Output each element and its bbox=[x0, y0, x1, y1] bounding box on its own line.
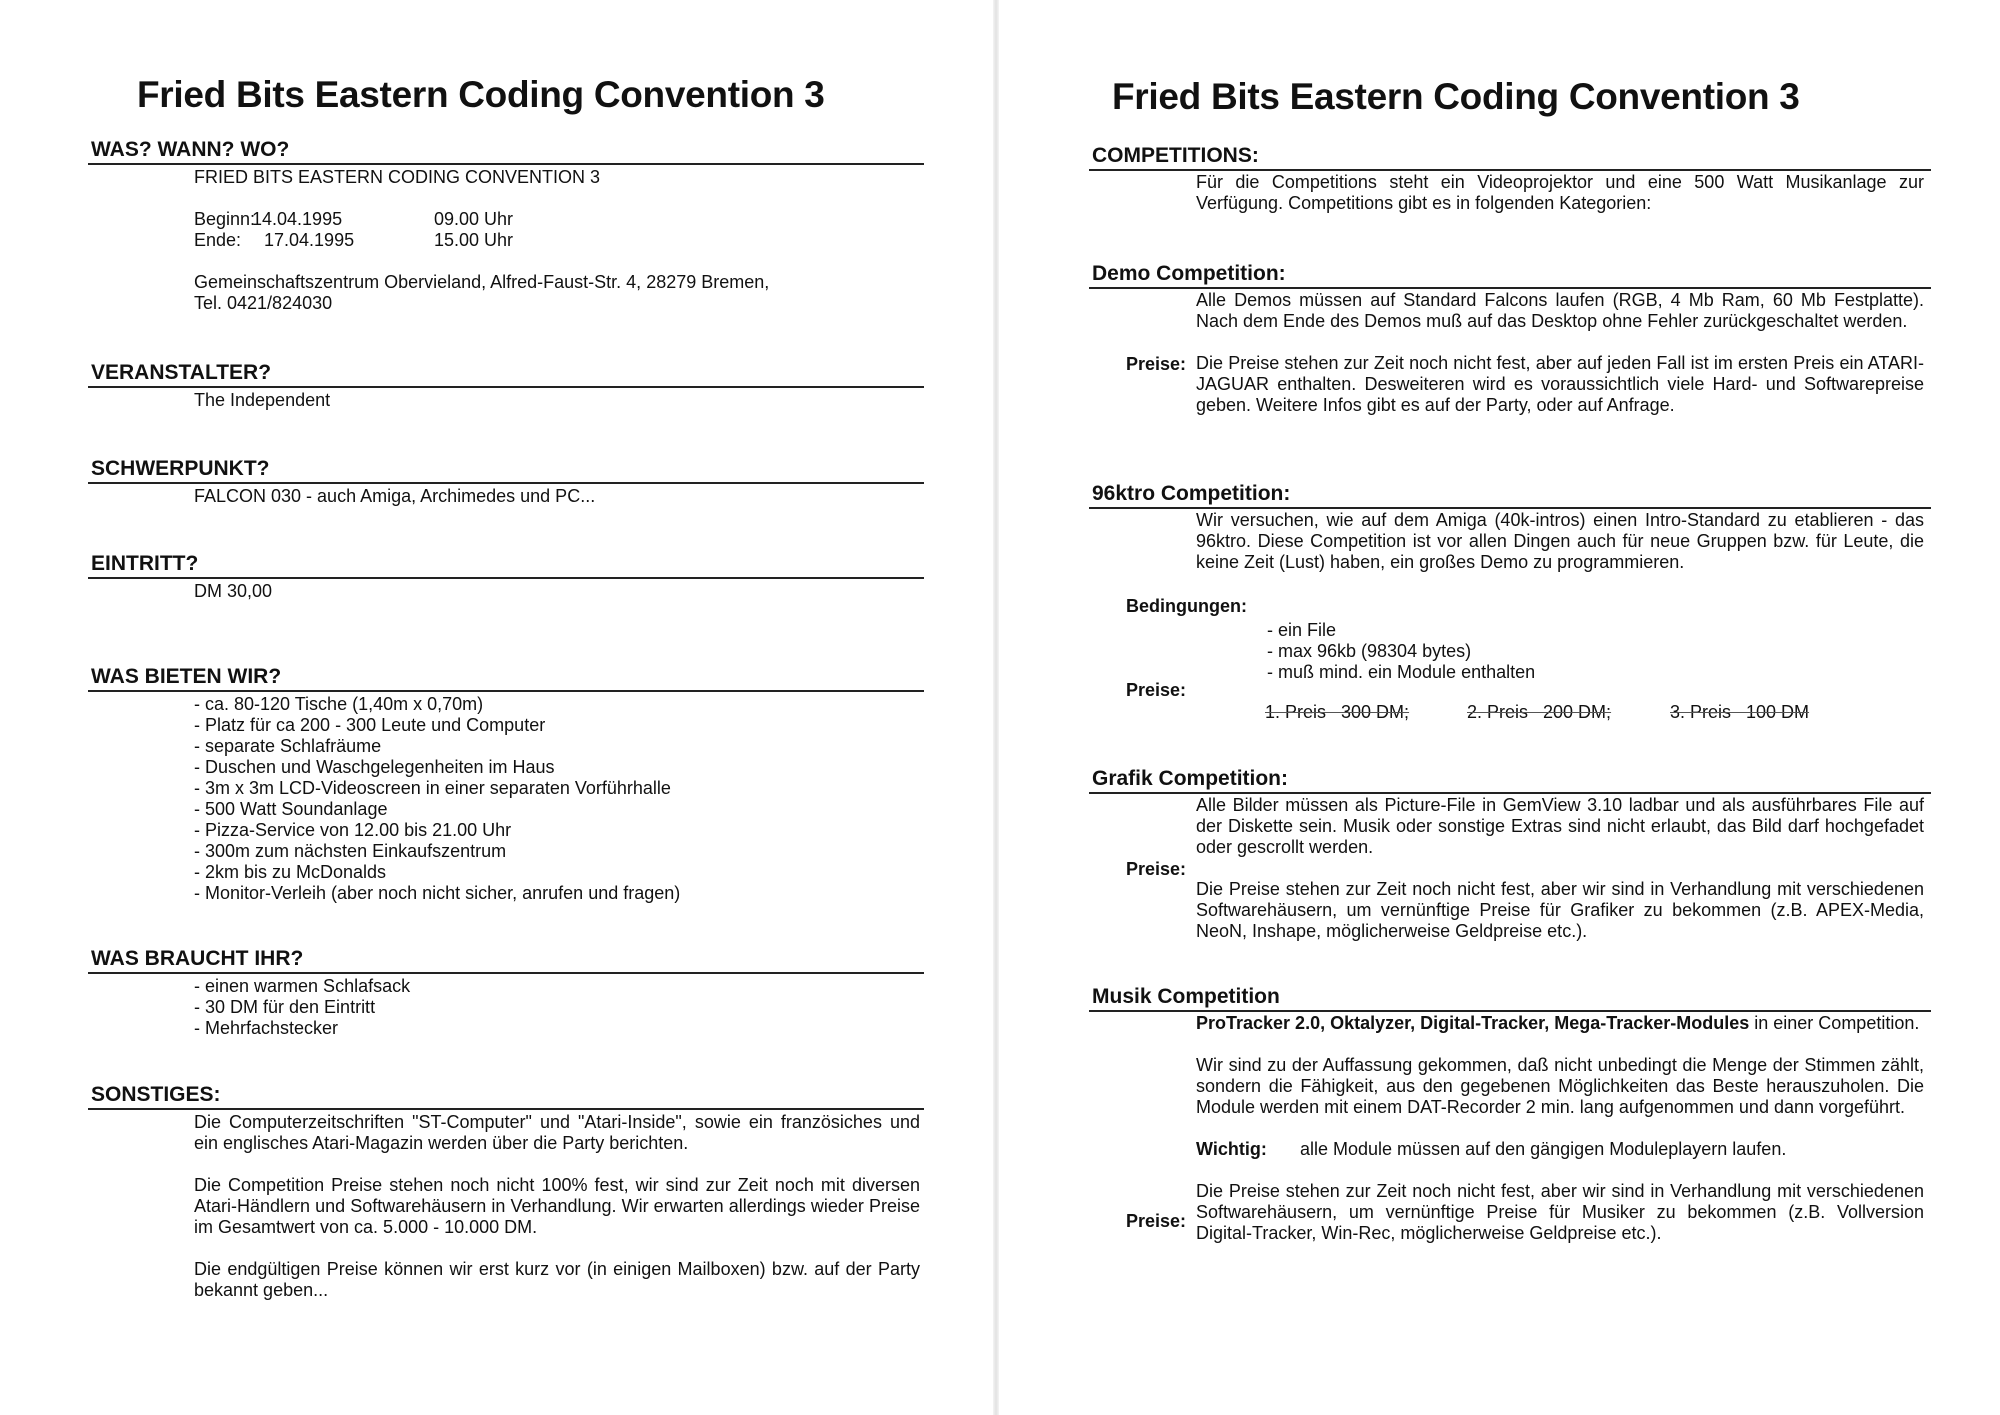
section-heading: Grafik Competition: bbox=[1089, 767, 1931, 794]
section-heading: 96ktro Competition: bbox=[1089, 482, 1931, 509]
paragraph: Die Computerzeitschriften "ST-Computer" und "Atari-Inside", sowie ein französiches und ein englisches Atari-Magazin werden über die Party berichten. bbox=[194, 1112, 920, 1153]
section-heading: WAS BRAUCHT IHR? bbox=[88, 947, 924, 974]
offer-list bbox=[194, 694, 924, 904]
section-heading: SCHWERPUNKT? bbox=[88, 457, 924, 484]
section-text: Wir sind zu der Auffassung gekommen, daß nicht unbedingt die Menge der Stimmen zählt, sondern die Fähigkeit, aus den gegebenen Möglichkeiten das Beste herauszuholen. Die Module werden mit einem DAT-Recorder 2 min. lang aufgenommen und dann vorgeführt. bbox=[1196, 1055, 1924, 1117]
page-title: Fried Bits Eastern Coding Convention 3 bbox=[1112, 76, 1800, 117]
begin-date: 14.04.1995 bbox=[252, 209, 343, 229]
begin-row bbox=[194, 209, 924, 230]
section-body bbox=[194, 167, 924, 314]
list-item: - Mehrfachstecker bbox=[194, 1018, 339, 1038]
list-item: - 500 Watt Soundanlage bbox=[194, 799, 388, 819]
important-text: alle Module müssen auf den gängigen Moduleplayern laufen. bbox=[1300, 1139, 1787, 1159]
list-item: - Duschen und Waschgelegenheiten im Haus bbox=[194, 757, 555, 777]
prize-second: 2. Preis 200 DM; bbox=[1467, 702, 1612, 722]
list-item: - muß mind. ein Module enthalten bbox=[1267, 662, 1536, 682]
prize-label: Preise: bbox=[1126, 680, 1187, 700]
section-text: Für die Competitions steht ein Videoprojektor und eine 500 Watt Musikanlage zur Verfügung. Competitions gibt es in folgenden Kategorien: bbox=[1196, 172, 1924, 213]
important-label: Wichtig: bbox=[1196, 1139, 1267, 1159]
needs-list bbox=[194, 976, 924, 1039]
section-eintritt bbox=[88, 552, 924, 602]
section-96ktro-competition bbox=[1089, 482, 1931, 722]
section-sonstiges bbox=[88, 1083, 924, 1301]
prize-text: Die Preise stehen zur Zeit noch nicht fest, aber auf jeden Fall ist im ersten Preis ein ATARI-JAGUAR enthalten. Desweiteren wird es voraussichtlich viele Hard- und Softwarepreise geben. Weitere Infos gibt es auf der Party, oder auf Anfrage. bbox=[1196, 353, 1924, 415]
section-text: DM 30,00 bbox=[194, 581, 273, 601]
list-item: - 300m zum nächsten Einkaufszentrum bbox=[194, 841, 507, 861]
list-item: - separate Schlafräume bbox=[194, 736, 382, 756]
list-item: - max 96kb (98304 bytes) bbox=[1267, 641, 1472, 661]
section-was-braucht-ihr bbox=[88, 947, 924, 1039]
paragraph: Die endgültigen Preise können wir erst kurz vor (in einigen Mailboxen) bzw. auf der Party bekannt geben... bbox=[194, 1259, 920, 1300]
end-row bbox=[194, 230, 924, 251]
list-item: - ca. 80-120 Tische (1,40m x 0,70m) bbox=[194, 694, 484, 714]
section-body bbox=[194, 1112, 920, 1301]
prize-label: Preise: bbox=[1126, 354, 1187, 374]
conditions-list bbox=[1267, 620, 1535, 683]
section-heading: EINTRITT? bbox=[88, 552, 924, 579]
prize-first: 1. Preis 300 DM; bbox=[1265, 702, 1410, 722]
section-heading: Demo Competition: bbox=[1089, 262, 1931, 289]
prize-third: 3. Preis 100 DM bbox=[1670, 702, 1810, 722]
list-item: - Monitor-Verleih (aber noch nicht sicher, anrufen und fragen) bbox=[194, 883, 681, 903]
section-demo-competition bbox=[1089, 262, 1931, 416]
formats-bold: ProTracker 2.0, Oktalyzer, Digital-Tracker, Mega-Tracker-Modules bbox=[1196, 1013, 1750, 1033]
conditions-label: Bedingungen: bbox=[1126, 596, 1247, 616]
begin-time: 09.00 Uhr bbox=[434, 209, 514, 229]
important-row bbox=[1196, 1139, 1931, 1160]
formats-text bbox=[1196, 1013, 1924, 1034]
phone: Tel. 0421/824030 bbox=[194, 293, 333, 313]
section-was-wann-wo bbox=[88, 138, 924, 314]
formats-rest: in einer Competition. bbox=[1749, 1013, 1920, 1033]
end-time: 15.00 Uhr bbox=[434, 230, 514, 250]
prize-label: Preise: bbox=[1126, 859, 1187, 879]
begin-label: Beginn: bbox=[194, 209, 256, 229]
prize-list bbox=[1089, 702, 1931, 724]
list-item: - 30 DM für den Eintritt bbox=[194, 997, 376, 1017]
event-name: FRIED BITS EASTERN CODING CONVENTION 3 bbox=[194, 167, 601, 187]
section-schwerpunkt bbox=[88, 457, 924, 507]
list-item: - ein File bbox=[1267, 620, 1337, 640]
list-item: - 3m x 3m LCD-Videoscreen in einer separaten Vorführhalle bbox=[194, 778, 671, 798]
section-heading: WAS? WANN? WO? bbox=[88, 138, 924, 165]
page-title: Fried Bits Eastern Coding Convention 3 bbox=[137, 74, 825, 115]
paragraph: Die Competition Preise stehen noch nicht 100% fest, wir sind zur Zeit noch mit diversen Atari-Händlern und Softwarehäusern in Verhandlung. Wir erwarten allerdings wieder Preise im Gesamtwert von ca. 5.000 - 10.000 DM. bbox=[194, 1175, 920, 1237]
end-label: Ende: bbox=[194, 230, 242, 250]
section-heading: COMPETITIONS: bbox=[1089, 144, 1931, 171]
section-text: Alle Bilder müssen als Picture-File in GemView 3.10 ladbar und als ausführbares File auf der Diskette sein. Musik oder sonstige Extras sind nicht erlaubt, das Bild darf hochgefadet oder gescrollt werden. bbox=[1196, 795, 1924, 857]
section-text: Wir versuchen, wie auf dem Amiga (40k-intros) einen Intro-Standard zu etablieren - das 96ktro. Diese Competition ist vor allen Dingen auch für neue Gruppen bzw. für Leute, die keine Zeit (Lust) haben, ein großes Demo zu programmieren. bbox=[1196, 510, 1924, 572]
section-musik-competition bbox=[1089, 985, 1931, 1244]
left-page bbox=[0, 0, 990, 1415]
list-item: - 2km bis zu McDonalds bbox=[194, 862, 387, 882]
prize-text: Die Preise stehen zur Zeit noch nicht fest, aber wir sind in Verhandlung mit verschiedenen Softwarehäusern, um vernünftige Preise für Grafiker zu bekommen (z.B. APEX-Media, NeoN, Inshape, möglicherweise Geldpreise etc.). bbox=[1196, 879, 1924, 941]
list-item: - einen warmen Schlafsack bbox=[194, 976, 411, 996]
section-grafik-competition bbox=[1089, 767, 1931, 942]
section-competitions bbox=[1089, 144, 1931, 214]
page-fold bbox=[993, 0, 999, 1415]
section-heading: WAS BIETEN WIR? bbox=[88, 665, 924, 692]
prize-label: Preise: bbox=[1126, 1211, 1187, 1231]
list-item: - Pizza-Service von 12.00 bis 21.00 Uhr bbox=[194, 820, 512, 840]
section-text: The Independent bbox=[194, 390, 331, 410]
address: Gemeinschaftszentrum Obervieland, Alfred-Faust-Str. 4, 28279 Bremen, bbox=[194, 272, 770, 292]
section-text: Alle Demos müssen auf Standard Falcons laufen (RGB, 4 Mb Ram, 60 Mb Festplatte). Nach dem Ende des Demos muß auf das Desktop ohne Fehler zurückgeschaltet werden. bbox=[1196, 290, 1924, 331]
end-date: 17.04.1995 bbox=[264, 230, 355, 250]
section-veranstalter bbox=[88, 361, 924, 411]
right-page bbox=[1005, 0, 2000, 1415]
prize-text: Die Preise stehen zur Zeit noch nicht fest, aber wir sind in Verhandlung mit verschiedenen Softwarehäusern, um vernünftige Preise für Musiker zu bekommen (z.B. Vollversion Digital-Tracker, Win-Rec, möglicherweise Geldpreise etc.). bbox=[1196, 1181, 1924, 1243]
section-text: FALCON 030 - auch Amiga, Archimedes und PC... bbox=[194, 486, 596, 506]
list-item: - Platz für ca 200 - 300 Leute und Computer bbox=[194, 715, 546, 735]
section-heading: Musik Competition bbox=[1089, 985, 1931, 1012]
section-heading: SONSTIGES: bbox=[88, 1083, 924, 1110]
section-was-bieten-wir bbox=[88, 665, 924, 904]
section-heading: VERANSTALTER? bbox=[88, 361, 924, 388]
